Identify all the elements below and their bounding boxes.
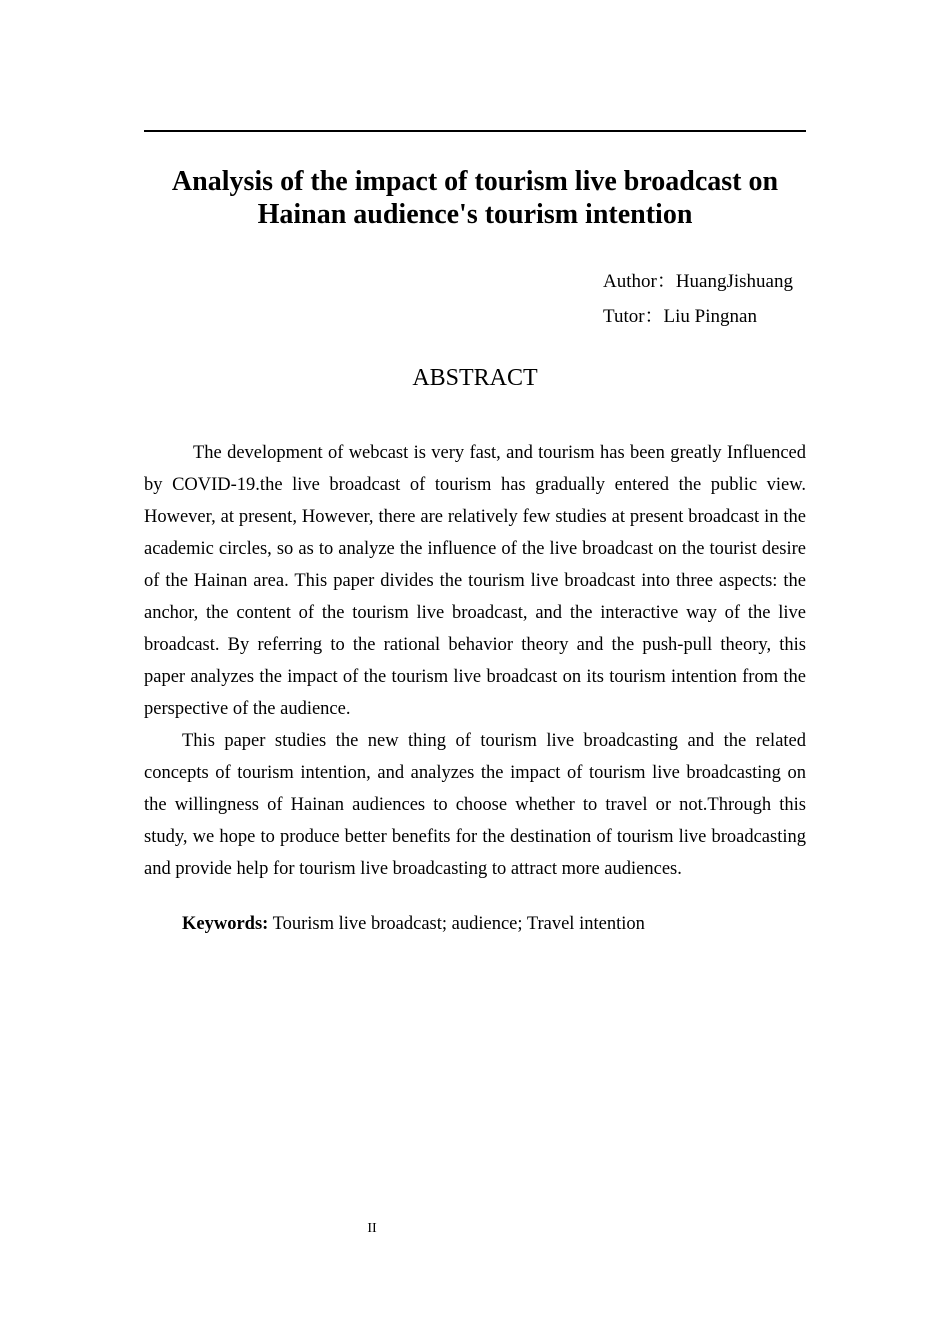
header-rule — [144, 130, 806, 132]
author-line: Author：HuangJishuang — [603, 271, 793, 292]
paper-title-line-2: Hainan audience's tourism intention — [257, 199, 693, 230]
abstract-paragraph-1: The development of webcast is very fast, and tourism has been greatly Influenced by COVID-19.the live broadcast of tourism has gradually entered the public view. However, at present, However, there are relatively few studies at present broadcast in the academic circles, so as to analyze the influence of the live broadcast on the tourist desire of the Hainan area. This paper divides the tourism live broadcast into three aspects: the anchor, the content of the tourism live broadcast, and the interactive way of the live broadcast. By referring to the rational behavior theory and the push-pull theory, this paper analyzes the impact of the tourism live broadcast on its tourism intention from the perspective of the audience. — [144, 443, 806, 719]
keywords-label: Keywords: — [182, 914, 269, 934]
abstract-paragraph-2: This paper studies the new thing of tourism live broadcasting and the related concepts of tourism intention, and analyzes the impact of tourism live broadcasting on the willingness of Hainan audiences to choose whether to travel or not.Through this study, we hope to produce better benefits for the destination of tourism live broadcasting and provide help for tourism live broadcasting to attract more audiences. — [144, 731, 806, 879]
keywords-value: Tourism live broadcast; audience; Travel intention — [272, 914, 645, 934]
abstract-body — [144, 437, 806, 885]
tutor-line: Tutor：Liu Pingnan — [603, 306, 757, 327]
keywords-line — [182, 908, 645, 940]
byline — [603, 264, 793, 334]
abstract-heading: ABSTRACT — [412, 365, 538, 391]
paper-title-line-1: Analysis of the impact of tourism live broadcast on — [171, 166, 779, 197]
paper-title — [144, 165, 806, 231]
page-number: II — [367, 1221, 377, 1236]
